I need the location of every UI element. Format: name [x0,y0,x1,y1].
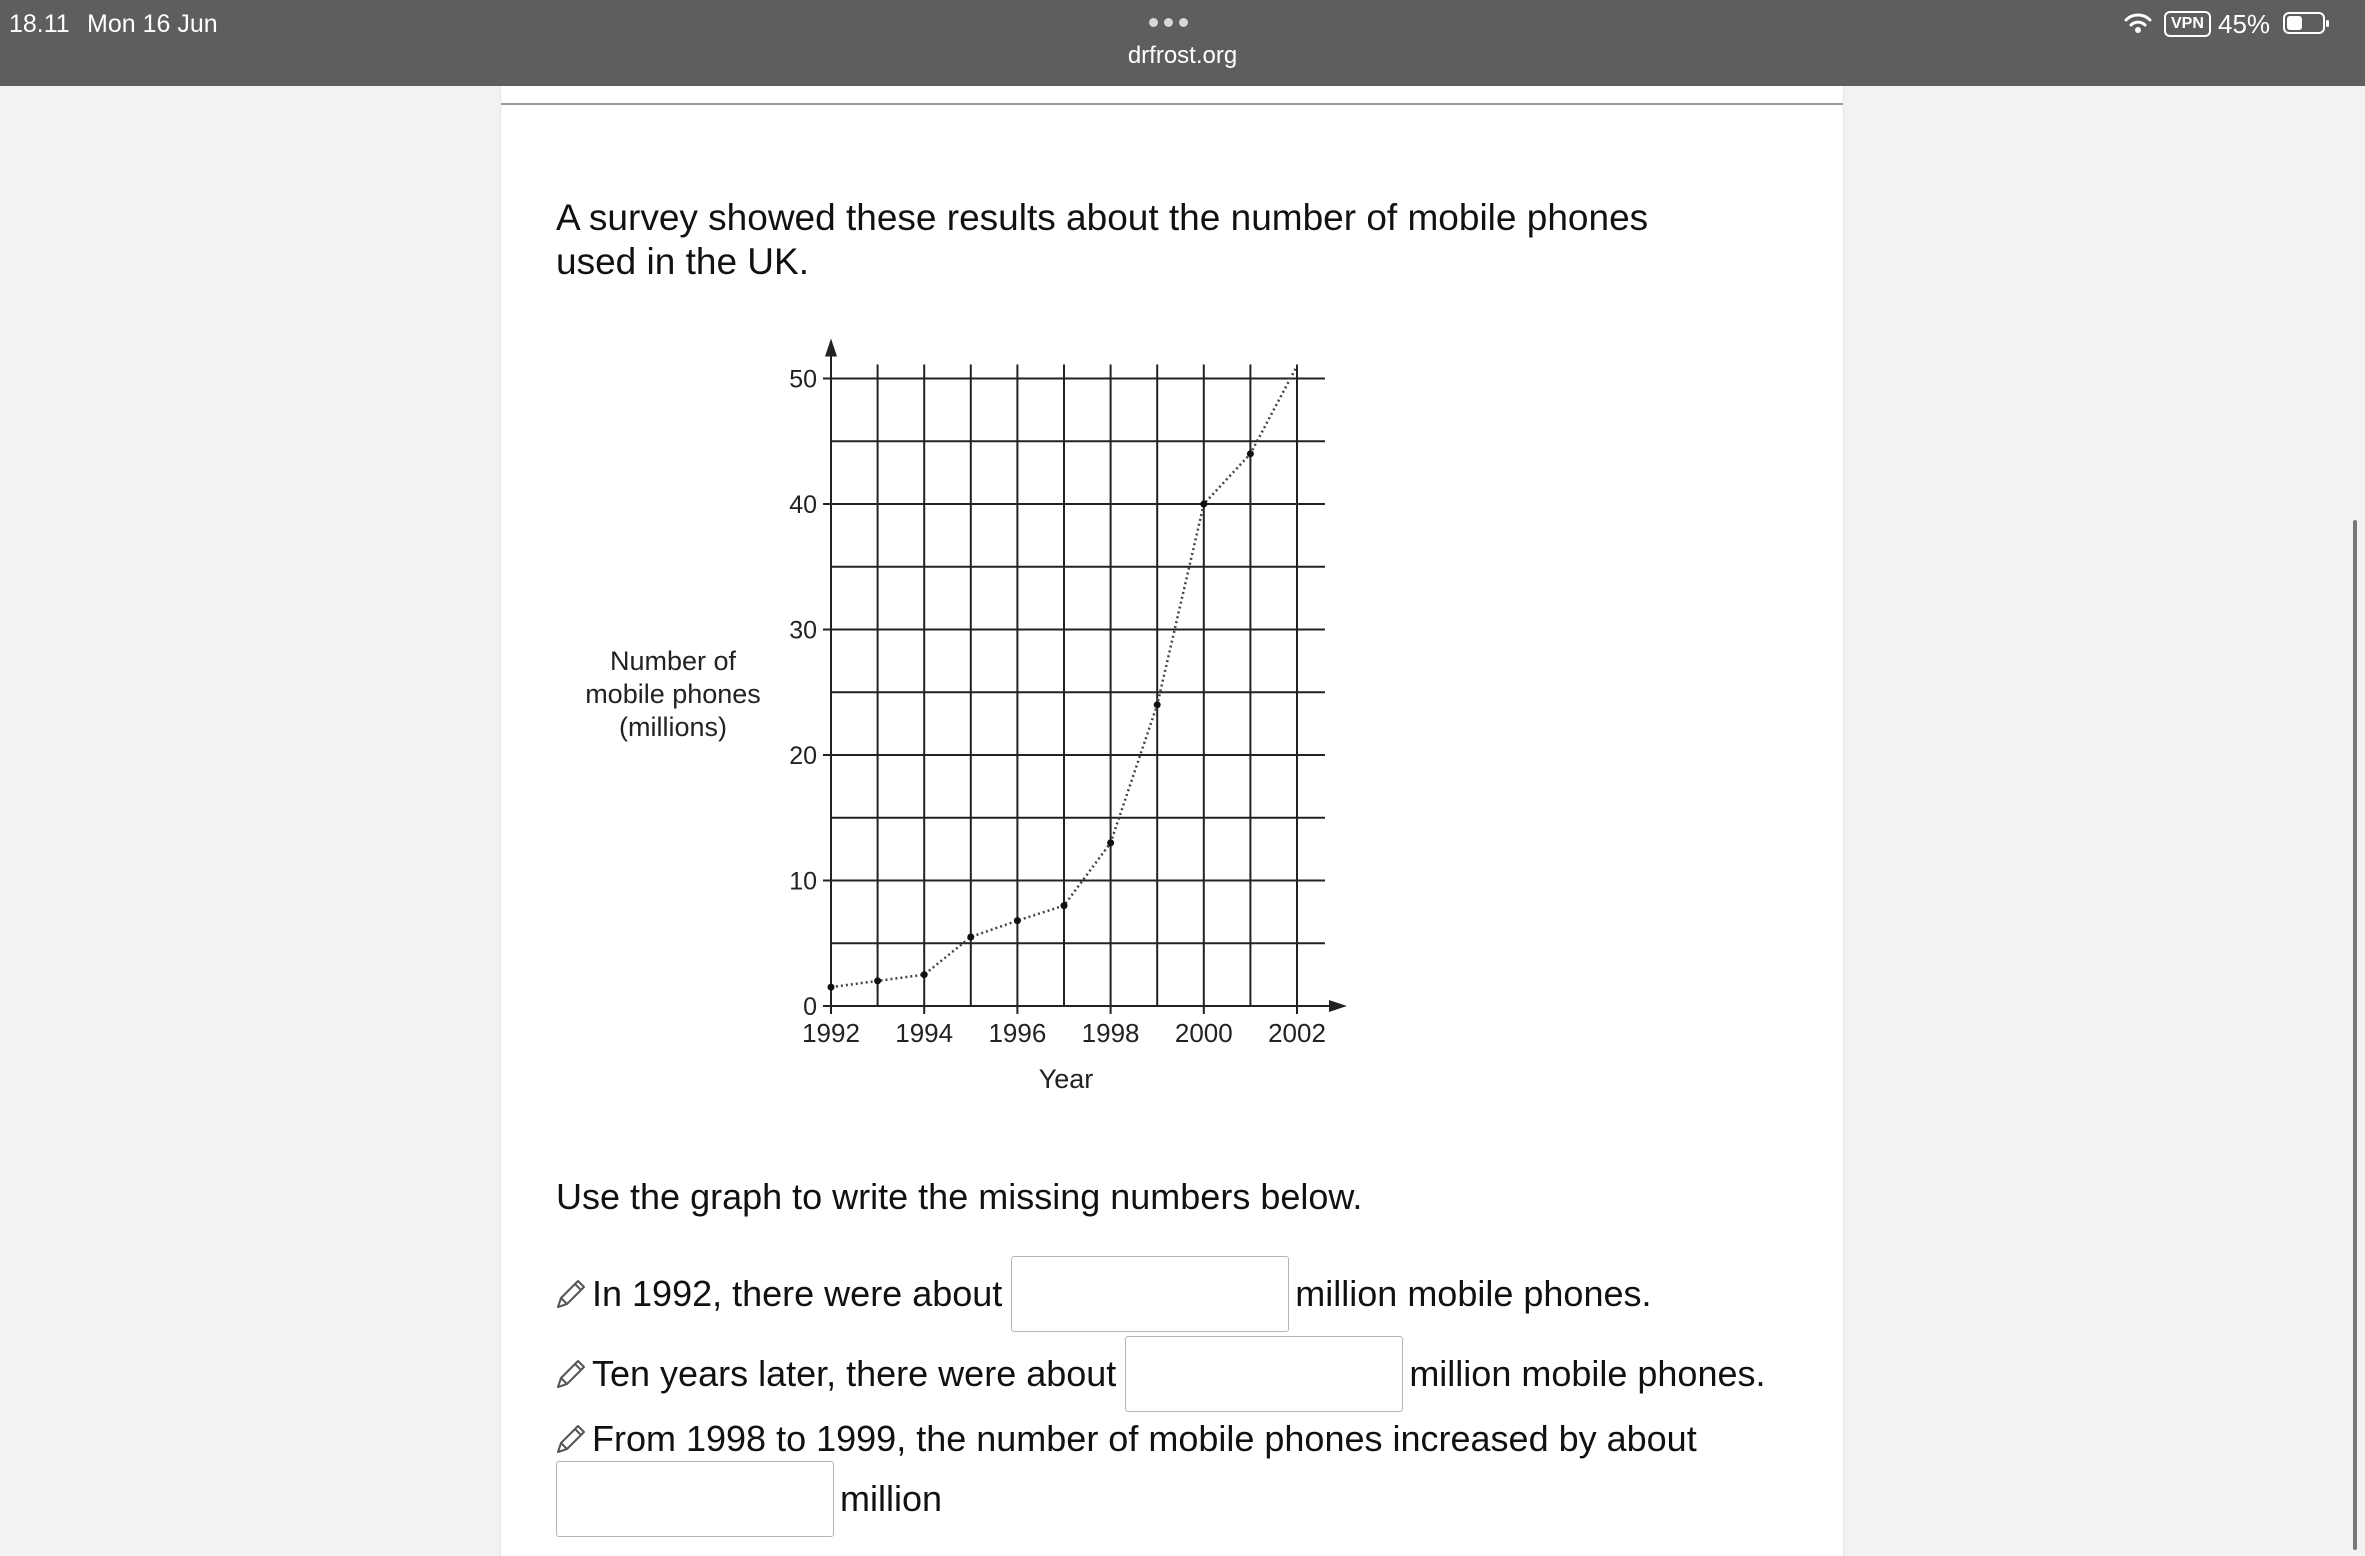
answer-1-input[interactable] [1011,1256,1289,1332]
y-tick-label: 20 [789,742,817,770]
y-tick-label: 0 [803,993,817,1021]
answer-3-input[interactable] [556,1461,834,1537]
wifi-icon [2124,12,2152,34]
mobile-phones-line-chart [501,86,1843,1126]
answer-3-prefix: From 1998 to 1999, the number of mobile phones increased by about [592,1418,1697,1459]
y-axis-label-line: Number of [609,646,737,676]
data-point [921,971,928,978]
y-tick-label: 40 [789,491,817,519]
answer-1-suffix: million mobile phones. [1295,1273,1652,1314]
answer-2-input[interactable] [1125,1336,1403,1412]
data-point [1247,450,1254,457]
scrollbar[interactable] [2353,520,2357,1550]
answer-row-3-continued [556,1461,942,1537]
x-tick-label: 1994 [895,1018,954,1048]
x-tick-label: 1998 [1081,1018,1140,1048]
y-tick-label: 50 [789,365,817,394]
more-options-icon[interactable] [1149,18,1188,27]
y-axis-label-line: (millions) [619,712,727,742]
answer-1-prefix: In 1992, there were about [592,1273,1003,1314]
data-point [1107,839,1114,846]
chart-grid [831,365,1325,1007]
y-axis-arrow [825,339,837,357]
x-tick-label: 1996 [988,1018,1047,1048]
question-panel [500,86,1844,1556]
data-point [1014,917,1021,924]
browser-top-bar [0,0,2365,86]
x-axis-ticks [802,1006,1326,1048]
x-tick-label: 1992 [802,1018,860,1048]
x-axis-arrow [1329,1000,1347,1012]
x-tick-label: 2000 [1174,1018,1233,1048]
chart-axes [825,339,1347,1013]
status-time: 18.11 [9,10,70,38]
y-tick-label: 10 [789,867,817,896]
y-axis-label-line: mobile phones [585,679,761,709]
pencil-icon [554,1277,588,1311]
pencil-icon [554,1357,588,1391]
data-series [828,366,1298,991]
data-point [874,977,881,984]
y-tick-label: 30 [789,616,817,645]
x-tick-label: 2002 [1268,1018,1326,1048]
answer-row-2 [554,1336,1766,1412]
question-text: A survey showed these results about the number of mobile phones used in the UK. [556,197,1649,282]
answer-2-suffix: million mobile phones. [1409,1353,1766,1394]
vpn-badge: VPN [2164,11,2211,37]
y-axis-ticks [789,366,831,1022]
instruction-text: Use the graph to write the missing numbers below. [556,1176,1363,1217]
battery-icon [2283,12,2325,34]
x-axis-label: Year [1038,1064,1094,1094]
address-bar-url[interactable]: drfrost.org [1127,42,1238,69]
answer-3-suffix: million [840,1478,943,1519]
battery-percentage: 45% [2218,9,2271,39]
answer-2-prefix: Ten years later, there were about [592,1353,1117,1394]
pencil-icon [554,1422,588,1456]
data-point [1154,701,1161,708]
data-point [967,933,974,940]
data-point [828,984,835,991]
answer-row-3 [554,1418,1697,1460]
data-point [1061,902,1068,909]
status-date: Mon 16 Jun [87,10,218,38]
answer-row-1 [554,1256,1651,1332]
y-axis-label [585,646,761,742]
data-point [1200,501,1207,508]
